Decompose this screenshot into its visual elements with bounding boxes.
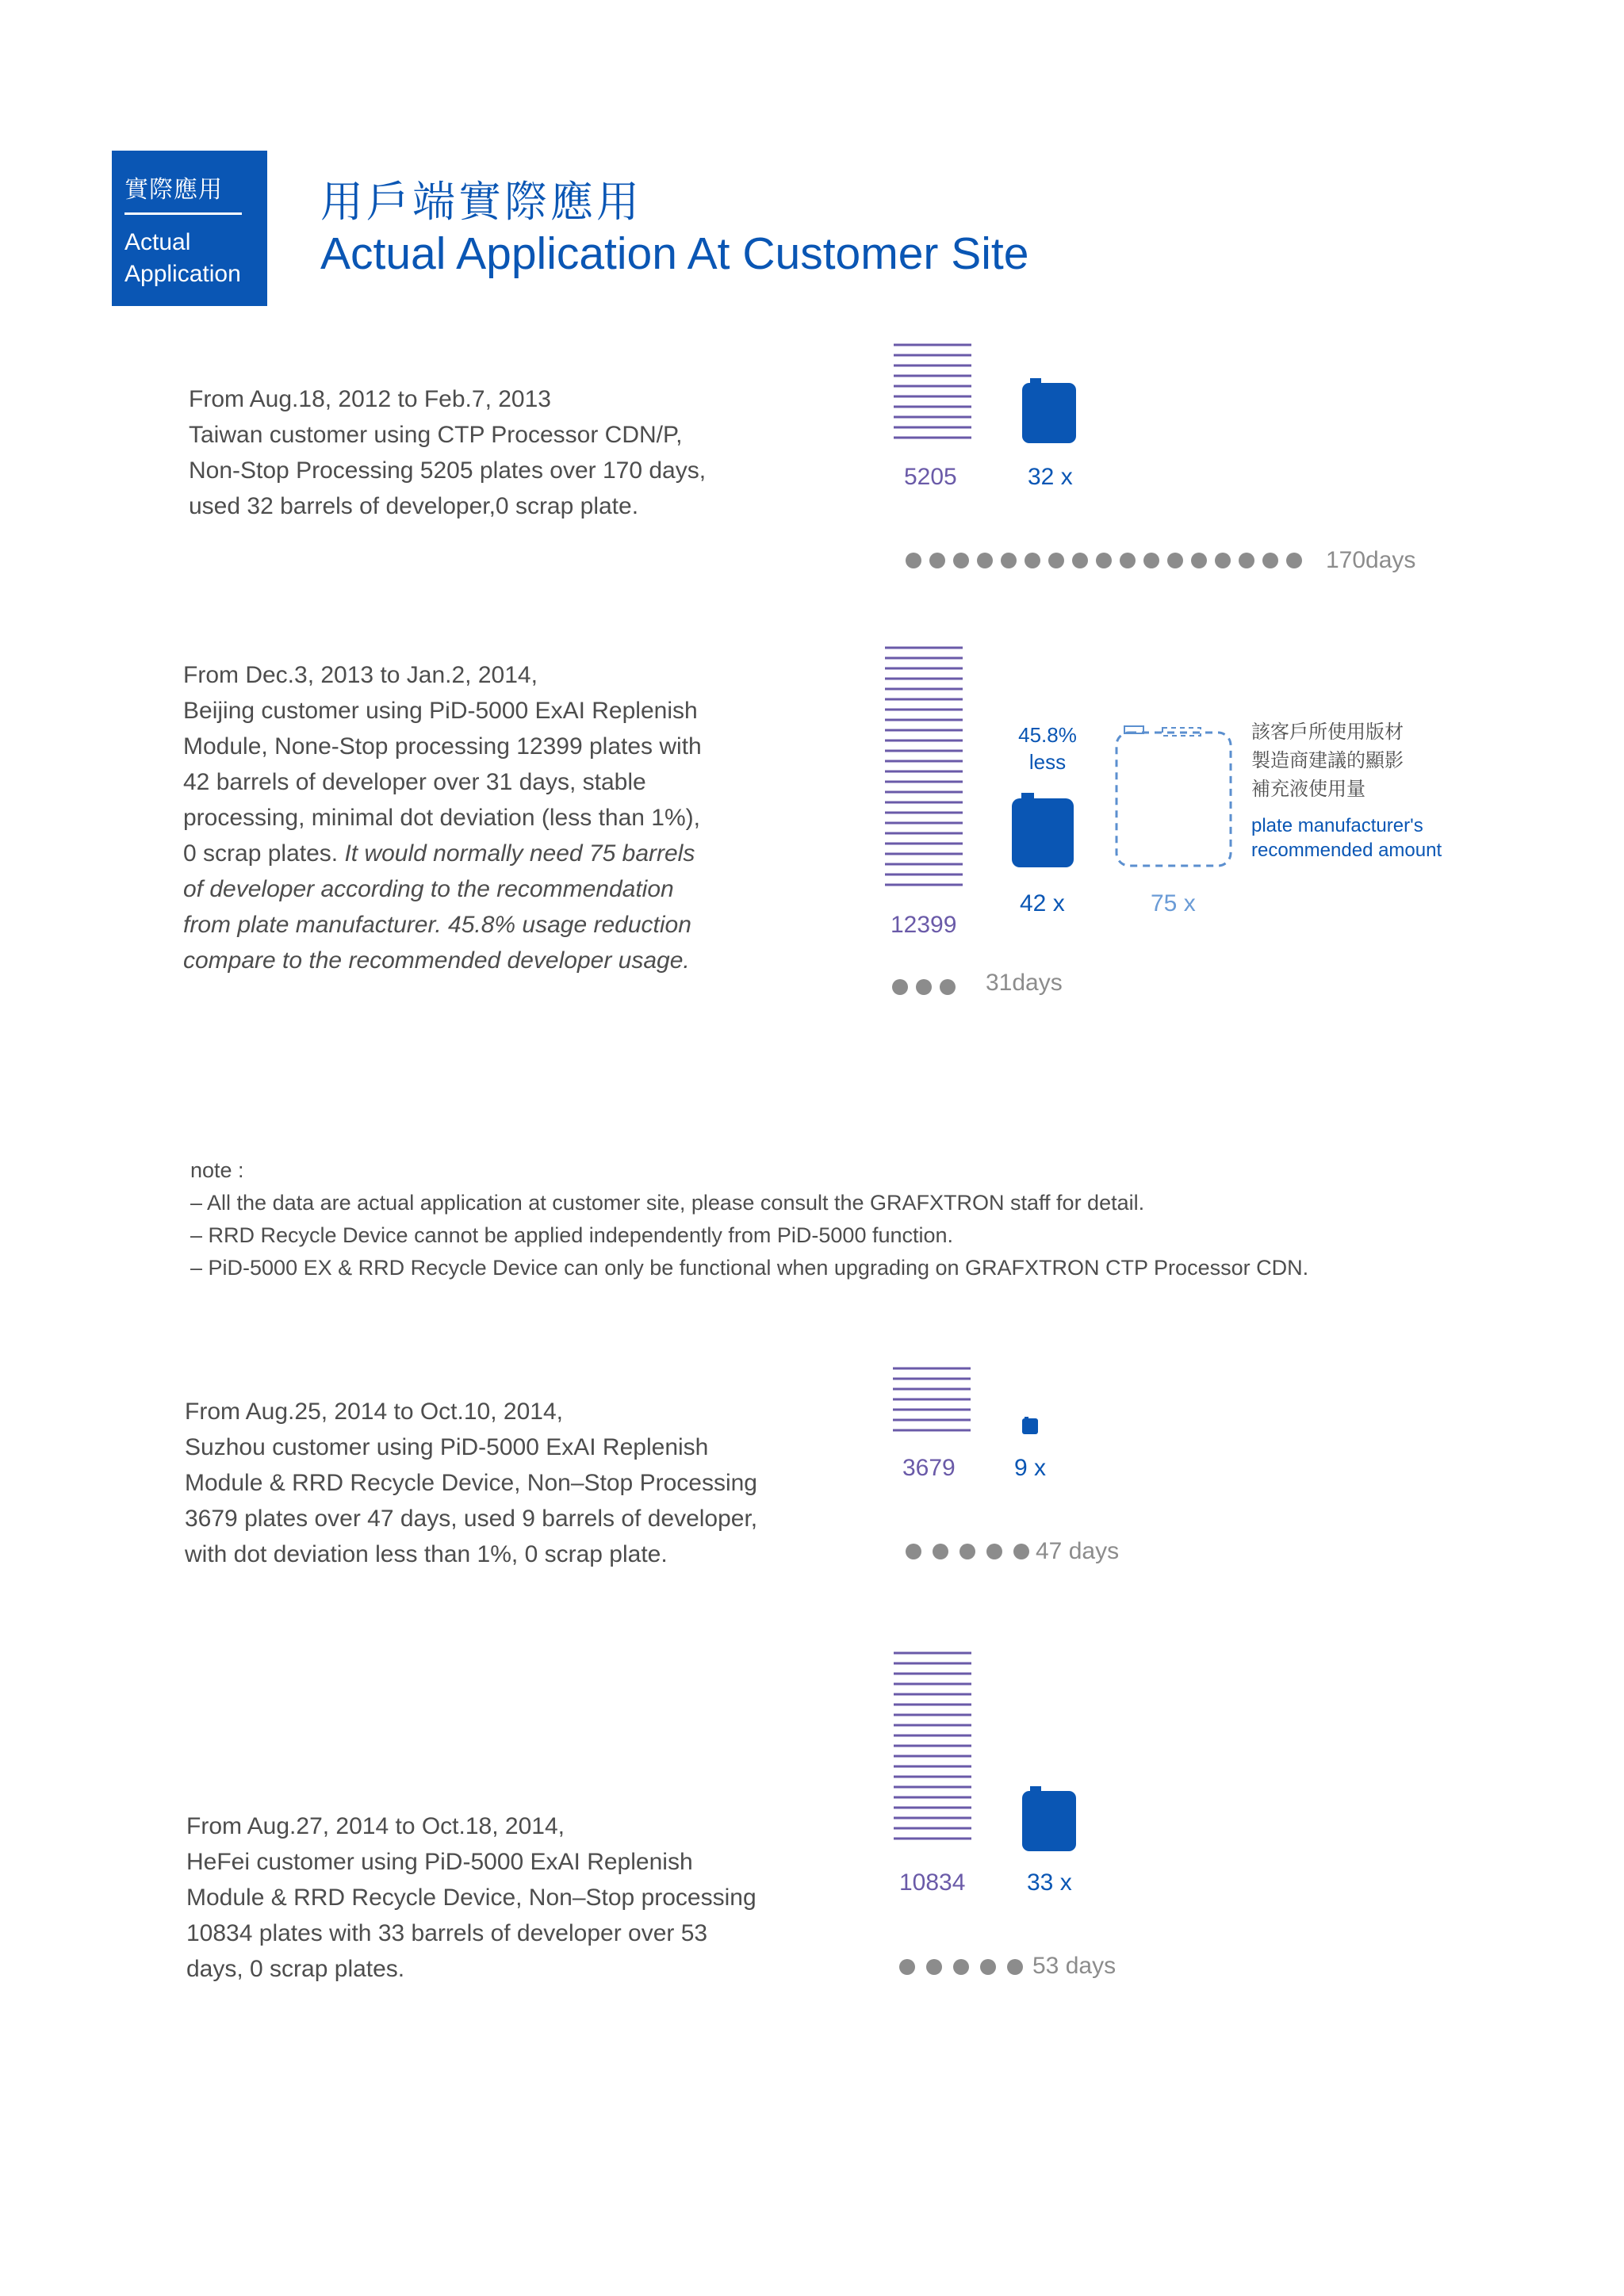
- plate-lines: [894, 1651, 971, 1850]
- day-dot: [1286, 553, 1302, 568]
- note-block: [190, 1154, 1308, 1284]
- dashed-barrel-icon: [1115, 721, 1232, 871]
- plate-stack-icon: [894, 343, 971, 446]
- day-dot: [1167, 553, 1183, 568]
- day-dot: [906, 553, 921, 568]
- day-dot: [980, 1959, 996, 1975]
- case4-description: From Aug.27, 2014 to Oct.18, 2014, HeFei customer using PiD-5000 ExAI Replenish Module & RRD Recycle Device, Non–Stop processing 10834 plates with 33 barrels of developer over 53 days, 0 scrap plates.: [186, 1813, 756, 1982]
- case2-side-note-zh: 該客戶所使用版材 製造商建議的顯影 補充液使用量: [1251, 721, 1404, 800]
- note-line: – All the data are actual application at customer site, please consult the GRAFXTRON staff for detail.: [190, 1191, 1145, 1215]
- section-tag-en: Actual Application: [124, 229, 241, 287]
- case1-description: From Aug.18, 2012 to Feb.7, 2013 Taiwan customer using CTP Processor CDN/P, Non-Stop Processing 5205 plates over 170 days, used 32 barrels of developer,0 scrap plate.: [189, 386, 707, 519]
- day-dot: [1143, 553, 1159, 568]
- plate-stack-icon: [893, 1367, 971, 1442]
- case1-days: 170days: [1326, 547, 1416, 573]
- section-tag-zh: 實際應用: [124, 177, 223, 203]
- day-dot: [1262, 553, 1278, 568]
- day-dot: [1072, 553, 1088, 568]
- barrel-icon: [1022, 377, 1076, 448]
- day-dot: [892, 979, 908, 995]
- section-tag-divider: [124, 212, 242, 215]
- case2-side-note-en: plate manufacturer's recommended amount: [1251, 815, 1442, 861]
- day-dot: [953, 1959, 969, 1975]
- day-dot: [1025, 553, 1040, 568]
- case4-day-dots: [899, 1959, 1023, 1975]
- day-dot: [899, 1959, 915, 1975]
- section-tag: [112, 151, 267, 306]
- day-dot: [1007, 1959, 1023, 1975]
- barrel-icon: [1012, 791, 1074, 872]
- case2-description: [183, 657, 802, 978]
- plate-lines: [894, 343, 971, 442]
- case1-barrel-count: 32 x: [1028, 464, 1073, 490]
- day-dot: [1120, 553, 1136, 568]
- case1-day-dots: [906, 553, 1302, 568]
- day-dot: [933, 1544, 948, 1559]
- case4-plates-count: 10834: [899, 1869, 966, 1896]
- note-line: – PiD-5000 EX & RRD Recycle Device can only be functional when upgrading on GRAFXTRON CTP Processor CDN.: [190, 1256, 1309, 1280]
- day-dot: [1001, 553, 1017, 568]
- day-dot: [926, 1959, 942, 1975]
- barrel-icon: [1022, 1785, 1076, 1856]
- day-dot: [916, 979, 932, 995]
- case2-days: 31days: [986, 970, 1063, 996]
- day-dot: [1096, 553, 1112, 568]
- case2-reduction: 45.8% less: [1018, 723, 1077, 774]
- case4-days: 53 days: [1032, 1953, 1116, 1979]
- day-dot: [906, 1544, 921, 1559]
- case3-barrel-count: 9 x: [1014, 1455, 1047, 1481]
- day-dot: [929, 553, 945, 568]
- day-dot: [953, 553, 969, 568]
- page-title-zh: 用戶端實際應用: [320, 177, 642, 227]
- case2-text: From Dec.3, 2013 to Jan.2, 2014, Beijing customer using PiD-5000 ExAI Replenish Module, None-Stop processing 12399 plates with 42 barrels of developer over 31 days, stable processing, minimal dot deviation (less than 1%), 0 scrap plates.: [183, 662, 702, 867]
- day-dot: [986, 1544, 1002, 1559]
- plate-stack-icon: [894, 1651, 971, 1854]
- day-dot: [1191, 553, 1207, 568]
- case3-description: From Aug.25, 2014 to Oct.10, 2014, Suzhou customer using PiD-5000 ExAI Replenish Module & RRD Recycle Device, Non–Stop Processing 3679 plates over 47 days, used 9 barrels of developer, with dot deviation less than 1%, 0 scrap plate.: [185, 1399, 758, 1567]
- day-dot: [940, 979, 956, 995]
- day-dot: [959, 1544, 975, 1559]
- day-dot: [977, 553, 993, 568]
- day-dot: [1013, 1544, 1029, 1559]
- case4-barrel-count: 33 x: [1027, 1869, 1072, 1896]
- plate-lines: [893, 1367, 971, 1438]
- case3-day-dots: [906, 1544, 1029, 1559]
- note-label: note :: [190, 1158, 244, 1182]
- plate-stack-icon: [885, 646, 963, 896]
- case2-italic-text: It would normally need 75 barrels of developer according to the recommendation from plate manufacturer. 45.8% usage reduction compare to the recommended developer usage.: [183, 840, 695, 974]
- case2-recommended-count: 75 x: [1151, 890, 1196, 916]
- barrel-icon: [1022, 1416, 1038, 1439]
- day-dot: [1215, 553, 1231, 568]
- case3-plates-count: 3679: [902, 1455, 956, 1481]
- case2-day-dots: [892, 979, 956, 995]
- case2-plates-count: 12399: [891, 912, 957, 938]
- case1-plates-count: 5205: [904, 464, 957, 490]
- case3-days: 47 days: [1036, 1538, 1120, 1564]
- note-line: – RRD Recycle Device cannot be applied independently from PiD-5000 function.: [190, 1223, 954, 1247]
- day-dot: [1239, 553, 1254, 568]
- day-dot: [1048, 553, 1064, 568]
- page-title-en: Actual Application At Customer Site: [320, 228, 1029, 279]
- case2-barrel-count: 42 x: [1020, 890, 1065, 916]
- plate-lines: [885, 646, 963, 892]
